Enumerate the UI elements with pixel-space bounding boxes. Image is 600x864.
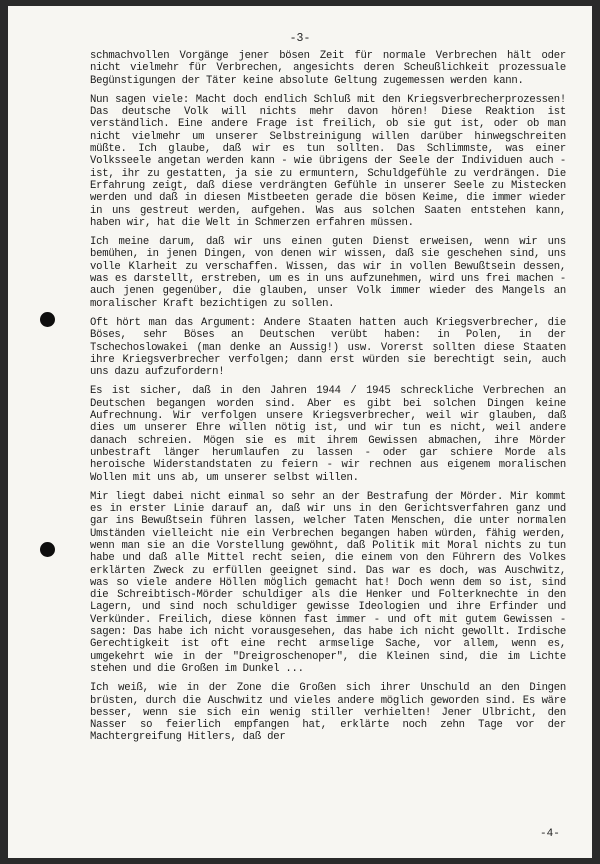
paragraph-7: Ich weiß, wie in der Zone die Großen sich ihrer Unschuld an den Dingen brüsten, durch die Auschwitz und vieles andere möglich geworden sind. Es wäre besser, wenn sie sich ein wenig stiller verhielten! Jener Ulbricht, den Nasser so feierlich empfangen hat, erklärte noch zehn Tage vor der Machtergreifung Hitlers, daß der [90, 682, 566, 744]
paragraph-6: Mir liegt dabei nicht einmal so sehr an der Bestrafung der Mörder. Mir kommt es in erster Linie darauf an, daß wir uns in den Gerichtsverfahren ganz und gar ins Bewußtsein führen lassen, welcher Taten Menschen, die unter normalen Umständen vielleicht nie ein Verbrechen begangen haben würden, fähig werden, wenn man sie an die Vorstellung gewöhnt, daß Politik mit Moral nichts zu tun habe und daß alle Mittel recht seien, die einem von den Führern des Volkes erklärten Zweck zu erfüllen geeignet sind. Das war es doch, was Auschwitz, was so viele andere Höllen möglich gemacht hat! Doch wenn dem so ist, sind die Schreibtisch-Mörder schuldiger als die Henker und Folterknechte in den Lagern, und sind noch schuldiger gewisse Ideologien und ihre Erfinder und Verkünder. Freilich, diese können fast immer - und oft mit gutem Gewissen - sagen: Das habe ich nicht vorausgesehen, das habe ich nicht gewollt. Irdische Gerechtigkeit ist oft eine recht armselige Sache, vor allem, wenn es, umgekehrt wie in der "Dreigroschenoper", die Kleinen sind, die im Lichte stehen und die Großen im Dunkel ... [90, 490, 566, 675]
document-body [90, 50, 566, 751]
paragraph-5: Es ist sicher, daß in den Jahren 1944 / 1945 schreckliche Verbrechen an Deutschen begangen worden sind. Aber es gibt bei solchen Dingen keine Aufrechnung. Wir verfolgen unsere Kriegsverbrecher, weil wir glauben, daß dies um unserer Ehre willen nötig ist, und wir tun es nicht, weil andere danach schreien. Mögen sie es mit ihrem Gewissen abmachen, ihre Mörder unbestraft länger herumlaufen zu lassen - oder gar schiere Morde als heroische Widerstandstaten zu feiern - wir rechnen aus eigenem moralischen Wollen mit uns ab, um unserer selbst willen. [90, 385, 566, 484]
punch-hole-bottom [40, 542, 55, 557]
paragraph-2: Nun sagen viele: Macht doch endlich Schluß mit den Kriegsverbrecherprozessen! Das deutsche Volk will nichts mehr davon hören! Diese Reaktion ist verständlich. Eine andere Frage ist freilich, ob sie gut ist, oder ob man nicht vielmehr um unserer Selbstreinigung willen darüber hinwegschreiten müßte. Ich glaube, daß wir es tun sollten. Das Schlimmste, was einer Volksseele angetan werden kann - wie übrigens der Seele der Individuen auch - ist, ihr zu gestatten, ja sie zu ermuntern, Schuldgefühle zu verdrängen. Die Erfahrung zeigt, daß diese verdrängten Gefühle in unserer Seele zu Mistecken werden und daß in diesen Mistbeeten gerade die bösen Keime, die immer wieder in uns gestreut werden, aufgehen. Was aus solchen Saaten entstehen kann, haben wir, hat die Welt in Schmerzen erfahren müssen. [90, 93, 566, 229]
paragraph-4: Oft hört man das Argument: Andere Staaten hatten auch Kriegsverbrecher, die Böses, sehr Böses an Deutschen verübt haben: in Polen, in der Tschechoslowakei (man denke an Aussig!) usw. Vorerst sollten diese Staaten ihre Kriegsverbrecher verfolgen; dann erst würden sie berechtigt sein, auch uns dazu aufzufordern! [90, 316, 566, 379]
document-page [8, 6, 592, 858]
page-number: -3- [289, 32, 311, 45]
next-page-marker: -4- [540, 828, 560, 840]
paragraph-3: Ich meine darum, daß wir uns einen guten Dienst erweisen, wenn wir uns bemühen, in jenen Dingen, von denen wir wissen, daß sie geschehen sind, uns volle Klarheit zu verschaffen. Wissen, das wir in vollen Bewußtsein dessen, was es darstellt, erstreben, um es in uns aufzunehmen, wird uns frei machen - auch jenen gegenüber, die glauben, unser Volk immer wieder des Mangels an moralischer Kraft bezichtigen zu sollen. [90, 236, 566, 310]
punch-hole-top [40, 312, 55, 327]
paragraph-1: schmachvollen Vorgänge jener bösen Zeit für normale Verbrechen hält oder nicht vielmehr für Verbrechen, angesichts deren Scheußlichkeit prozessuale Begünstigungen der Täter keine absolute Geltung zugemessen werden kann. [90, 50, 566, 87]
